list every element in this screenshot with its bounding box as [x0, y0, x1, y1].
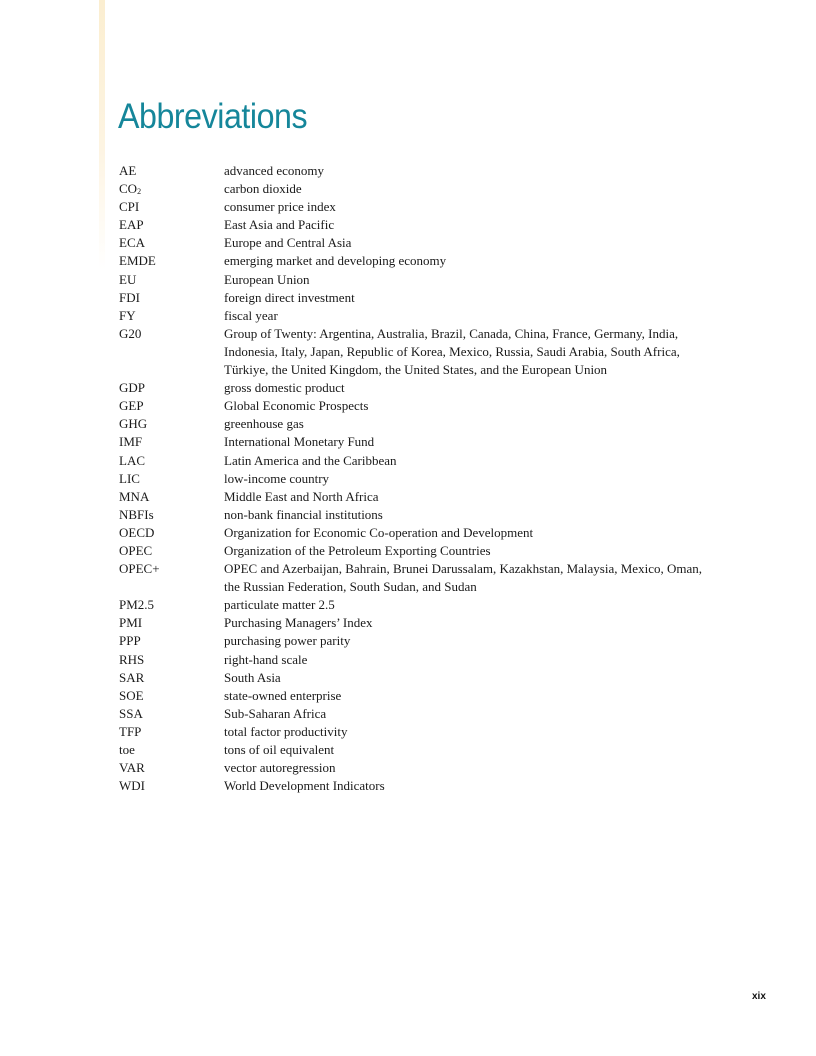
abbreviation-term — [119, 379, 224, 397]
abbreviation-definition: OPEC and Azerbaijan, Bahrain, Brunei Darussalam, Kazakhstan, Malaysia, Mexico, Oman, the Russian Federation, South Sudan, and Sudan — [224, 561, 702, 595]
abbreviation-definition: International Monetary Fund — [224, 434, 375, 450]
abbreviation-list — [119, 162, 719, 795]
abbreviation-definition: Latin America and the Caribbean — [224, 452, 397, 468]
abbreviation-definition: Europe and Central Asia — [224, 235, 352, 251]
abbreviation-term — [119, 759, 224, 777]
abbreviation-term-text: MNA — [119, 488, 150, 504]
abbreviation-row — [119, 198, 719, 216]
abbreviation-definition: European Union — [224, 271, 310, 287]
abbreviation-term-text: OPEC — [119, 542, 153, 558]
abbreviation-term — [119, 632, 224, 650]
abbreviation-row — [119, 433, 719, 451]
page-number: xix — [752, 991, 766, 1002]
abbreviation-term-text: VAR — [119, 760, 145, 776]
abbreviation-term-subscript: 2 — [137, 187, 142, 197]
abbreviation-term — [119, 162, 224, 180]
abbreviation-term — [119, 741, 224, 759]
abbreviation-term-text: AE — [119, 163, 137, 178]
abbreviation-term-text: GEP — [119, 398, 144, 414]
abbreviation-term-text: RHS — [119, 651, 145, 667]
abbreviation-term-text: SSA — [119, 705, 143, 721]
abbreviation-term-text: OECD — [119, 524, 155, 540]
abbreviation-row — [119, 777, 719, 795]
abbreviation-row — [119, 470, 719, 488]
abbreviation-term — [119, 307, 224, 325]
abbreviation-row — [119, 234, 719, 252]
abbreviation-definition: Organization of the Petroleum Exporting Countries — [224, 542, 491, 558]
abbreviation-term — [119, 560, 224, 578]
abbreviation-row — [119, 289, 719, 307]
abbreviation-definition: purchasing power parity — [224, 633, 351, 649]
abbreviation-row — [119, 596, 719, 614]
abbreviation-definition: fiscal year — [224, 307, 278, 323]
abbreviation-definition: Group of Twenty: Argentina, Australia, Brazil, Canada, China, France, Germany, India, Indonesia, Italy, Japan, Republic of Korea, Mexico, Russia, Saudi Arabia, South Africa, Türkiye, the United Kingdom, the United States, and the European Union — [224, 325, 680, 378]
abbreviation-term — [119, 180, 224, 198]
abbreviation-term-text: NBFIs — [119, 506, 154, 522]
abbreviation-term-text: SAR — [119, 669, 145, 685]
abbreviation-term — [119, 433, 224, 451]
abbreviation-row — [119, 162, 719, 180]
abbreviation-definition: low-income country — [224, 470, 330, 486]
abbreviation-definition: Sub-Saharan Africa — [224, 705, 327, 721]
abbreviation-term — [119, 777, 224, 795]
abbreviation-row — [119, 216, 719, 234]
abbreviation-row — [119, 560, 719, 596]
abbreviation-term — [119, 614, 224, 632]
abbreviation-term — [119, 542, 224, 560]
abbreviation-term-text: CO — [119, 181, 138, 197]
abbreviation-definition: non-bank financial institutions — [224, 506, 383, 522]
abbreviation-row — [119, 488, 719, 506]
abbreviation-row — [119, 524, 719, 542]
abbreviation-definition: Global Economic Prospects — [224, 398, 369, 414]
abbreviation-term — [119, 198, 224, 216]
abbreviation-term — [119, 687, 224, 705]
abbreviation-definition: gross domestic product — [224, 380, 345, 396]
abbreviation-definition: tons of oil equivalent — [224, 742, 335, 757]
abbreviation-definition: consumer price index — [224, 199, 336, 215]
abbreviation-term-text: PMI — [119, 615, 143, 631]
abbreviation-row — [119, 325, 719, 379]
abbreviation-definition: East Asia and Pacific — [224, 217, 335, 233]
abbreviation-row — [119, 651, 719, 669]
abbreviation-term-text: GDP — [119, 380, 146, 396]
abbreviation-term-text: FDI — [119, 289, 140, 305]
abbreviation-row — [119, 271, 719, 289]
abbreviation-row — [119, 614, 719, 632]
abbreviation-definition: Middle East and North Africa — [224, 488, 379, 504]
abbreviation-term-text: PPP — [119, 633, 141, 649]
abbreviation-definition: total factor productivity — [224, 723, 348, 739]
abbreviation-definition: vector autoregression — [224, 760, 336, 776]
abbreviation-term — [119, 470, 224, 488]
abbreviation-term-text: ECA — [119, 235, 145, 251]
abbreviation-term-text: IMF — [119, 434, 143, 450]
abbreviation-definition: greenhouse gas — [224, 416, 304, 432]
abbreviation-term — [119, 397, 224, 415]
decorative-margin-stripe — [99, 0, 105, 270]
abbreviation-term — [119, 234, 224, 252]
abbreviation-term-text: EU — [119, 271, 137, 287]
abbreviation-row — [119, 632, 719, 650]
abbreviation-term — [119, 216, 224, 234]
abbreviation-row — [119, 669, 719, 687]
abbreviation-term — [119, 705, 224, 723]
abbreviation-term — [119, 415, 224, 433]
abbreviation-row — [119, 759, 719, 777]
abbreviation-term-text: OPEC+ — [119, 561, 160, 577]
abbreviation-row — [119, 542, 719, 560]
abbreviation-term — [119, 524, 224, 542]
abbreviation-term-text: FY — [119, 307, 136, 323]
abbreviation-definition: advanced economy — [224, 163, 324, 178]
abbreviation-term-text: LIC — [119, 470, 140, 486]
abbreviation-term-text: PM2.5 — [119, 597, 155, 613]
abbreviation-term-text: EMDE — [119, 253, 156, 269]
abbreviation-term-text: G20 — [119, 325, 142, 341]
abbreviation-term-text: GHG — [119, 416, 148, 432]
abbreviation-row — [119, 741, 719, 759]
abbreviation-row — [119, 307, 719, 325]
abbreviation-definition: carbon dioxide — [224, 181, 302, 197]
abbreviation-term-text: WDI — [119, 778, 145, 794]
abbreviation-definition: Organization for Economic Co-operation and Development — [224, 524, 534, 540]
abbreviation-definition: South Asia — [224, 669, 281, 685]
abbreviation-term-text: EAP — [119, 217, 144, 233]
abbreviation-term — [119, 596, 224, 614]
abbreviation-row — [119, 506, 719, 524]
abbreviation-term-text: CPI — [119, 199, 140, 215]
abbreviation-row — [119, 705, 719, 723]
abbreviation-row — [119, 397, 719, 415]
abbreviation-term — [119, 289, 224, 307]
abbreviation-definition: Purchasing Managers’ Index — [224, 615, 373, 631]
abbreviation-definition: World Development Indicators — [224, 778, 385, 794]
abbreviation-term-text: toe — [119, 742, 135, 757]
abbreviation-term — [119, 271, 224, 289]
abbreviation-definition: state-owned enterprise — [224, 687, 342, 703]
abbreviation-term — [119, 488, 224, 506]
abbreviation-term — [119, 325, 224, 343]
abbreviation-term-text: LAC — [119, 452, 145, 468]
abbreviation-term — [119, 651, 224, 669]
abbreviation-definition: foreign direct investment — [224, 289, 355, 305]
abbreviation-definition: particulate matter 2.5 — [224, 597, 335, 613]
abbreviation-definition: right-hand scale — [224, 651, 308, 667]
abbreviation-row — [119, 452, 719, 470]
abbreviation-term — [119, 669, 224, 687]
abbreviation-term — [119, 506, 224, 524]
abbreviation-term — [119, 252, 224, 270]
abbreviation-row — [119, 379, 719, 397]
abbreviation-row — [119, 723, 719, 741]
page-title: Abbreviations — [118, 97, 308, 136]
abbreviation-row — [119, 687, 719, 705]
abbreviation-row — [119, 180, 719, 198]
abbreviation-term — [119, 723, 224, 741]
abbreviation-row — [119, 415, 719, 433]
abbreviation-row — [119, 252, 719, 270]
abbreviation-term-text: TFP — [119, 723, 142, 739]
abbreviation-term — [119, 452, 224, 470]
abbreviation-term-text: SOE — [119, 687, 144, 703]
abbreviation-definition: emerging market and developing economy — [224, 253, 447, 269]
